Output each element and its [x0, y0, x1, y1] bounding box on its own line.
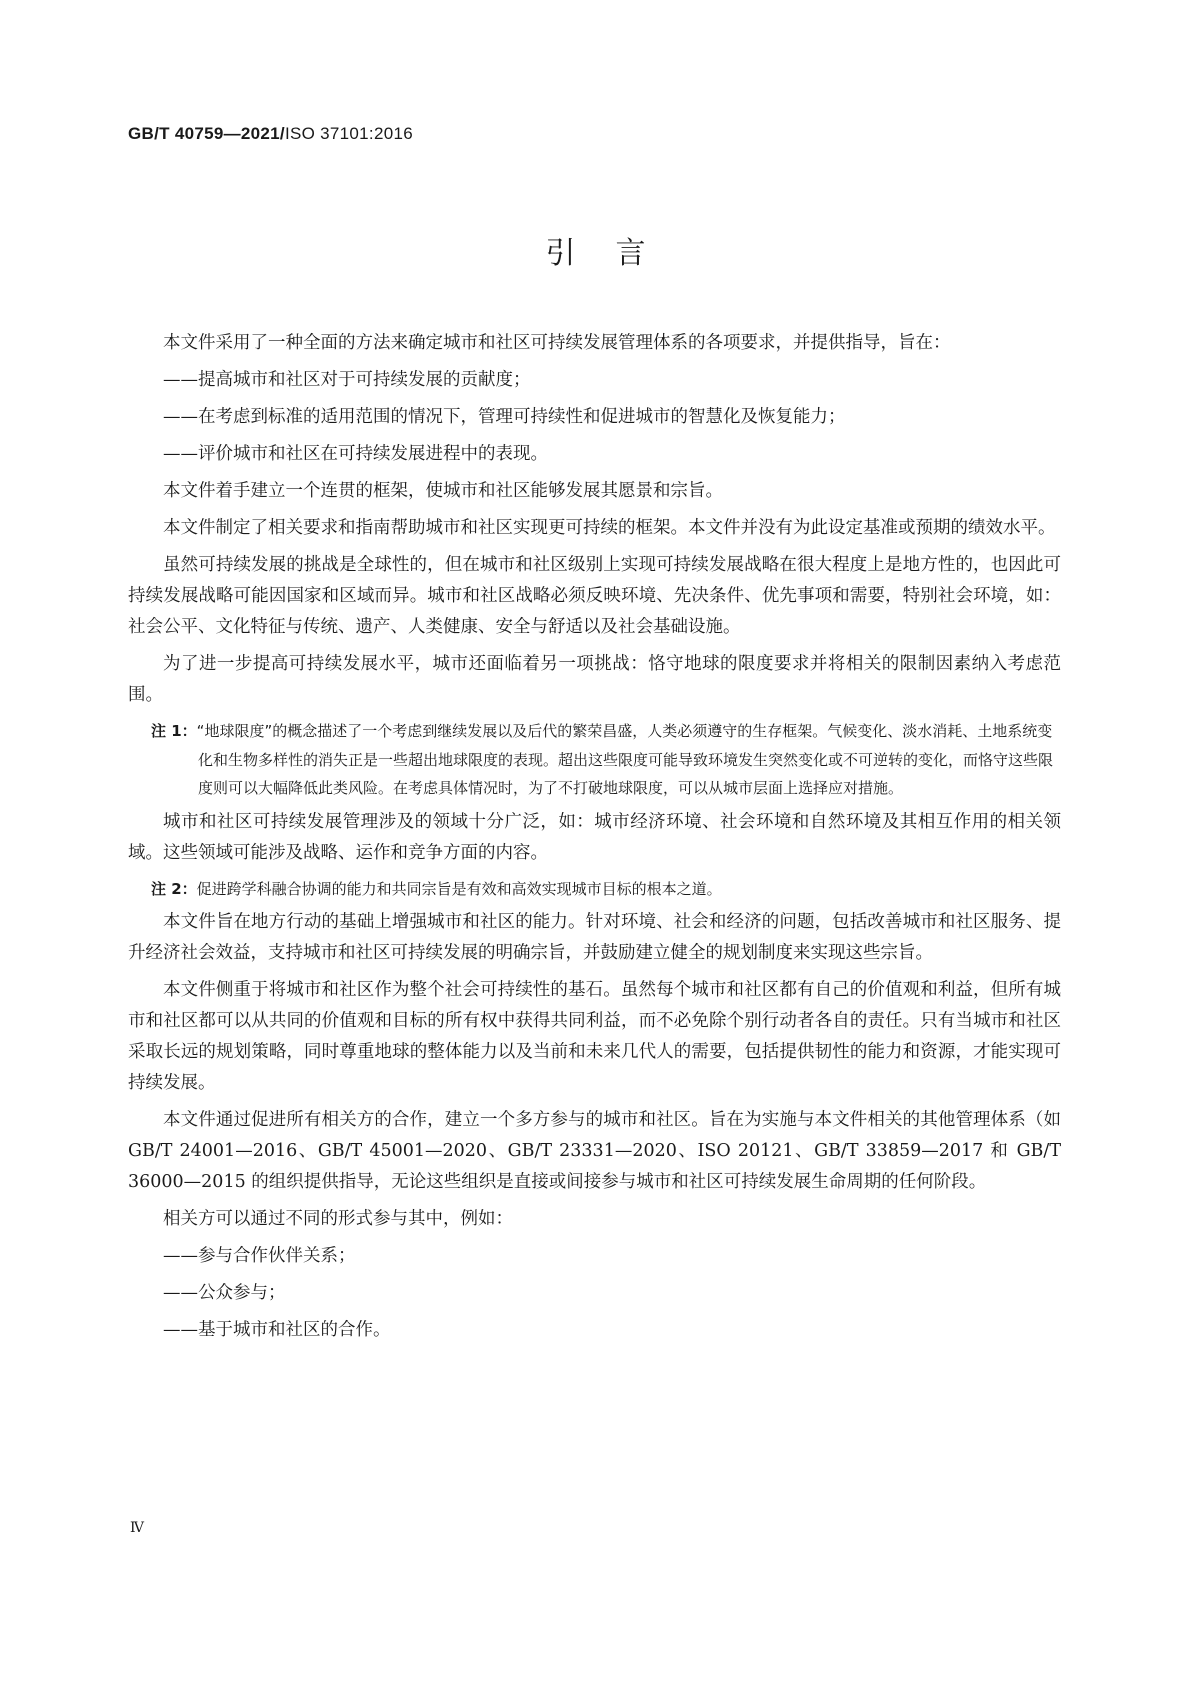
gb-code: GB/T 40759—2021/ [128, 124, 285, 143]
paragraph: 本文件制定了相关要求和指南帮助城市和社区实现更可持续的框架。本文件并没有为此设定基准或预期的绩效水平。 [163, 518, 1056, 538]
paragraph: 相关方可以通过不同的形式参与其中，例如： [163, 1209, 513, 1229]
note-text: 促进跨学科融合协调的能力和共同宗旨是有效和高效实现城市目标的根本之道。 [196, 879, 722, 898]
list-item: ——基于城市和社区的合作。 [163, 1320, 391, 1340]
document-body [128, 328, 1061, 1352]
list-item: ——参与合作伙伴关系； [163, 1246, 356, 1266]
note-2 [128, 875, 1061, 904]
list-item: ——评价城市和社区在可持续发展进程中的表现。 [163, 444, 548, 464]
list-item: ——提高城市和社区对于可持续发展的贡献度； [163, 370, 531, 390]
paragraph: 本文件通过促进所有相关方的合作，建立一个多方参与的城市和社区。旨在为实施与本文件相关的其他管理体系（如 GB/T 24001—2016、GB/T 45001—2020、GB/T 23331—2020、ISO 20121、GB/T 33859—2017 和 GB/T 36000—2015 的组织提供指导，无论这些组织是直接或间接参与城市和社区可持续发展生命周期的任何阶段。 [128, 1110, 1061, 1192]
iso-code: ISO 37101:2016 [284, 124, 413, 143]
page-number: Ⅳ [130, 1520, 144, 1536]
note-label: 注 1： [151, 722, 197, 740]
list-item: ——公众参与； [163, 1283, 286, 1303]
paragraph: 虽然可持续发展的挑战是全球性的，但在城市和社区级别上实现可持续发展战略在很大程度上是地方性的，也因此可持续发展战略可能因国家和区域而异。城市和社区战略必须反映环境、先决条件、优先事项和需要，特别社会环境，如：社会公平、文化特征与传统、遗产、人类健康、安全与舒适以及社会基础设施。 [128, 555, 1061, 637]
paragraph: 为了进一步提高可持续发展水平，城市还面临着另一项挑战：恪守地球的限度要求并将相关的限制因素纳入考虑范围。 [128, 654, 1061, 705]
section-title: 引言 [545, 236, 686, 271]
note-text: “地球限度”的概念描述了一个考虑到继续发展以及后代的繁荣昌盛，人类必须遵守的生存框架。气候变化、淡水消耗、土地系统变化和生物多样性的消失正是一些超出地球限度的表现。超出这些限度可能导致环境发生突然变化或不可逆转的变化，而恪守这些限度则可以大幅降低此类风险。在考虑具体情况时，为了不打破地球限度，可以从城市层面上选择应对措施。 [196, 722, 1054, 797]
note-1 [128, 717, 1061, 803]
document-code [128, 124, 413, 144]
paragraph: 城市和社区可持续发展管理涉及的领域十分广泛，如：城市经济环境、社会环境和自然环境及其相互作用的相关领域。这些领域可能涉及战略、运作和竞争方面的内容。 [128, 811, 1061, 863]
paragraph: 本文件旨在地方行动的基础上增强城市和社区的能力。针对环境、社会和经济的问题，包括改善城市和社区服务、提升经济社会效益，支持城市和社区可持续发展的明确宗旨，并鼓励建立健全的规划制度来实现这些宗旨。 [128, 912, 1061, 963]
paragraph: 本文件侧重于将城市和社区作为整个社会可持续性的基石。虽然每个城市和社区都有自己的价值观和利益，但所有城市和社区都可以从共同的价值观和目标的所有权中获得共同利益，而不必免除个别行动者各自的责任。只有当城市和社区采取长远的规划策略，同时尊重地球的整体能力以及当前和未来几代人的需要，包括提供韧性的能力和资源，才能实现可持续发展。 [128, 980, 1061, 1093]
paragraph: 本文件采用了一种全面的方法来确定城市和社区可持续发展管理体系的各项要求，并提供指导，旨在： [163, 333, 951, 353]
paragraph: 本文件着手建立一个连贯的框架，使城市和社区能够发展其愿景和宗旨。 [163, 481, 723, 501]
note-label: 注 2： [151, 879, 197, 898]
list-item: ——在考虑到标准的适用范围的情况下，管理可持续性和促进城市的智慧化及恢复能力； [163, 407, 846, 427]
